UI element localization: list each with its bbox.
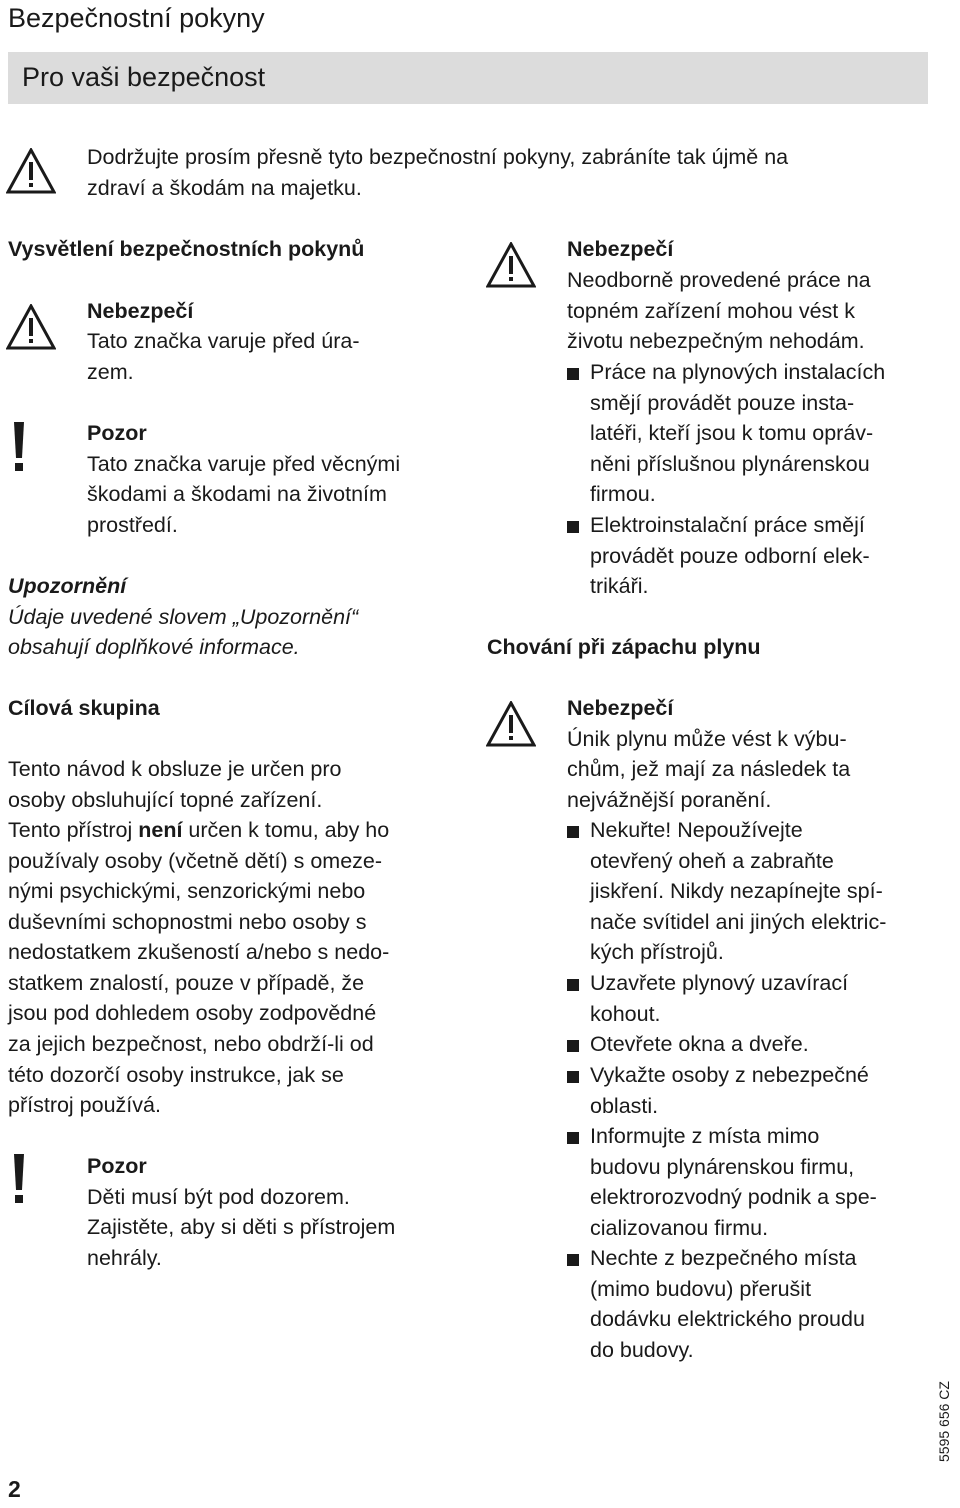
danger-text-line: zem. [87,360,134,384]
caution-text-line: nehrály. [87,1246,162,1270]
target-group-line: jsou pod dohledem osoby zodpovědné [8,1001,377,1025]
exclamation-icon [10,422,28,472]
bullet-square-icon [567,368,579,380]
text-segment: určen k tomu, aby ho [182,818,390,842]
bullet-square-icon [567,1254,579,1266]
list-item-line: cializovanou firmu. [590,1215,769,1240]
bullet-square-icon [567,826,579,838]
target-group-line: používaly osoby (včetně dětí) s omeze- [8,849,383,873]
list-item-line: oblasti. [590,1093,659,1118]
exclamation-icon [10,1154,28,1204]
caution-text-line: prostředí. [87,513,178,537]
emphasis-text: není [138,818,183,842]
danger-text-line: Únik plynu může vést k výbu- [567,727,847,751]
danger-text-line: Tato značka varuje před úra- [87,329,360,353]
bullet-square-icon [567,1132,579,1144]
page-title: Pro vaši bezpečnost [22,62,266,92]
list-item-line: Otevřete okna a dveře. [590,1032,809,1056]
target-group-line: nedostatkem zkušeností a/nebo s nedo- [8,940,390,964]
list-item-line: Nechte z bezpečného místa [590,1246,857,1270]
target-group-line: osoby obsluhující topné zařízení. [8,788,323,812]
notice-title: Upozornění [8,574,127,598]
intro-line-1: Dodržujte prosím přesně tyto bezpečnostní pokyny, zabráníte tak újmě na [87,145,789,169]
danger-text-line: topném zařízení mohou vést k [567,299,856,323]
list-item-line: nače svítidel ani jiných elektric- [590,909,887,934]
danger-text-line: nejvážnější poranění. [567,788,772,812]
danger-title: Nebezpečí [567,696,674,720]
danger-text-line: životu nebezpečným nehodám. [567,329,865,353]
list-item-line: do budovy. [590,1337,694,1362]
list-item-line: firmou. [590,482,656,507]
warning-triangle-icon [486,242,536,288]
caution-title: Pozor [87,1154,147,1178]
target-group-line: duševními schopnostmi nebo osoby s [8,910,367,934]
list-item-line: kých přístrojů. [590,940,724,965]
list-item-line: dodávku elektrického proudu [590,1307,865,1332]
list-item-line: Práce na plynových instalacích [590,360,886,384]
target-group-line: nými psychickými, senzorickými nebo [8,879,366,903]
section-title: Bezpečnostní pokyny [8,3,265,33]
list-item-line: (mimo budovu) přerušit [590,1276,812,1301]
target-group-line: statkem znalostí, pouze v případě, že [8,971,365,995]
caution-text-line: Tato značka varuje před věcnými [87,452,401,476]
list-item-line: smějí provádět pouze insta- [590,390,855,415]
target-group-heading: Cílová skupina [8,696,160,720]
list-item-line: něni příslušnou plynárenskou [590,451,870,476]
list-item-line: Vykažte osoby z nebezpečné [590,1063,869,1087]
intro-line-2: zdraví a škodám na majetku. [87,176,362,200]
explanation-heading: Vysvětlení bezpečnostních pokynů [8,237,365,261]
danger-title: Nebezpečí [567,237,674,261]
document-code: 5595 656 CZ [936,1381,952,1462]
notice-text-line: Údaje uvedené slovem „Upozornění“ [8,605,359,629]
caution-text-line: škodami a škodami na životním [87,482,387,506]
warning-triangle-icon [486,701,536,747]
page-number: 2 [8,1476,21,1502]
bullet-square-icon [567,521,579,533]
target-group-line: této dozorčí osoby instrukce, jak se [8,1063,344,1087]
list-item-line: trikáři. [590,574,649,599]
doc-code-container [936,1381,960,1478]
list-item-line: latéři, kteří jsou k tomu opráv- [590,421,874,446]
gas-smell-heading: Chování při zápachu plynu [487,635,761,659]
list-item-line: Informujte z místa mimo [590,1124,820,1148]
list-item-line: Nekuřte! Nepoužívejte [590,818,803,842]
warning-triangle-icon [6,304,56,350]
target-group-line: přístroj používá. [8,1093,161,1117]
list-item-line: kohout. [590,1001,661,1026]
danger-title: Nebezpečí [87,299,194,323]
notice-text-line: obsahují doplňkové informace. [8,635,300,659]
target-group-line: Tento návod k obsluze je určen pro [8,757,342,781]
target-group-line [8,815,389,846]
list-item-line: elektrorozvodný podnik a spe- [590,1185,877,1210]
danger-text-line: Neodborně provedené práce na [567,268,871,292]
bullet-square-icon [567,979,579,991]
bullet-square-icon [567,1071,579,1083]
caution-text-line: Zajistěte, aby si děti s přístrojem [87,1215,396,1239]
danger-text-line: chům, jež mají za následek ta [567,757,851,781]
caution-text-line: Děti musí být pod dozorem. [87,1185,350,1209]
list-item-line: Elektroinstalační práce smějí [590,513,865,537]
list-item-line: Uzavřete plynový uzavírací [590,971,849,995]
warning-triangle-icon [6,148,56,194]
list-item-line: otevřený oheň a zabraňte [590,848,834,873]
text-segment: Tento přístroj [8,818,139,842]
caution-title: Pozor [87,421,147,445]
list-item-line: provádět pouze odborní elek- [590,543,870,568]
target-group-line: za jejich bezpečnost, nebo obdrží-li od [8,1032,374,1056]
bullet-square-icon [567,1040,579,1052]
list-item-line: jiskření. Nikdy nezapínejte spí- [590,879,883,904]
list-item-line: budovu plynárenskou firmu, [590,1154,855,1179]
